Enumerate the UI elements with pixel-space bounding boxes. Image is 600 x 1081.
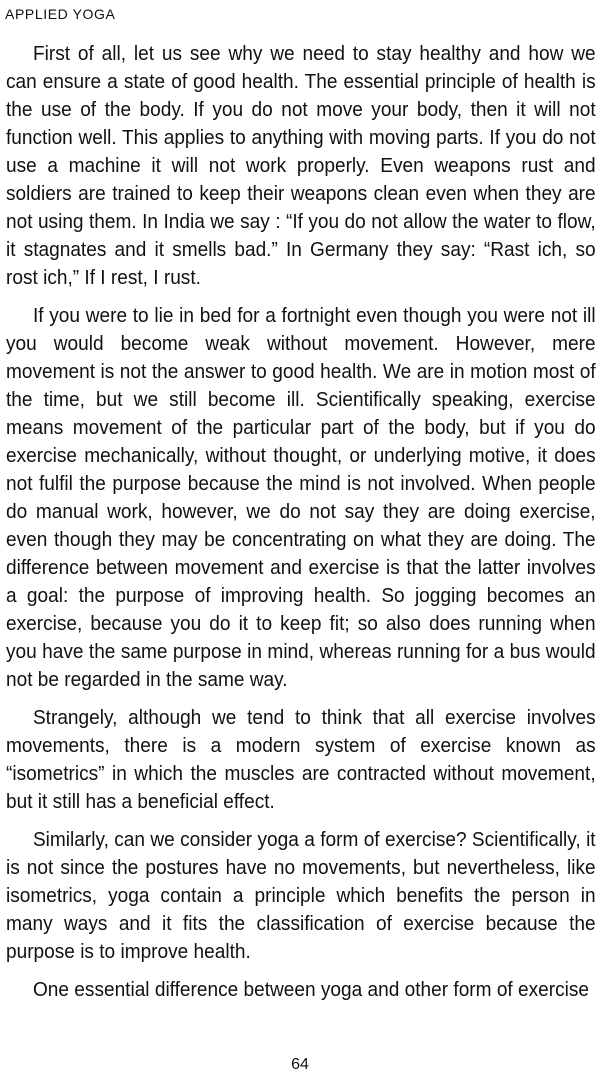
paragraph-2: If you were to lie in bed for a fortnight even though you were not ill you would become weak without movement. However, mere movement is not the answer to good health. We are in motion most of the time, but we still become ill. Scientifically speaking, exercise means movement of the particular part of the body, but if you do exercise mechanically, without thought, or underlying motive, it does not fulfil the purpose because the mind is not involved. When people do manual work, however, we do not say they are doing exercise, even though they may be concentrating on what they are doing. The difference between movement and exercise is that the latter involves a goal: the purpose of improving health. So jogging becomes an exercise, because you do it to keep fit; so also does running when you have the same purpose in mind, whereas running for a bus would not be regarded in the same way.: [6, 304, 596, 691]
paragraph-1: First of all, let us see why we need to stay healthy and how we can ensure a state of good health. The essential principle of health is the use of the body. If you do not move your body, then it will not function well. This applies to anything with moving parts. If you do not use a machine it will not work properly. Even weapons rust and soldiers are trained to keep their weapons clean even when they are not using them. In India we say : “If you do not allow the water to flow, it stagnates and it smells bad.” In Germany they say: “Rast ich, so rost ich,” If I rest, I rust.: [6, 42, 596, 289]
paragraph-5: One essential difference between yoga and other form of exercise: [32, 978, 590, 1001]
body-text: [6, 40, 596, 1014]
page-number: 64: [291, 1056, 309, 1073]
running-head: APPLIED YOGA: [5, 6, 116, 22]
paragraph-4: Similarly, can we consider yoga a form of exercise? Scientifically, it is not since the postures have no movements, but nevertheless, like isometrics, yoga contain a principle which benefits the person in many ways and it fits the classification of exercise because the purpose is to improve health.: [6, 828, 596, 963]
paragraph-3: Strangely, although we tend to think that all exercise involves movements, there is a modern system of exercise known as “isometrics” in which the muscles are contracted without movement, but it still has a beneficial effect.: [6, 706, 596, 813]
